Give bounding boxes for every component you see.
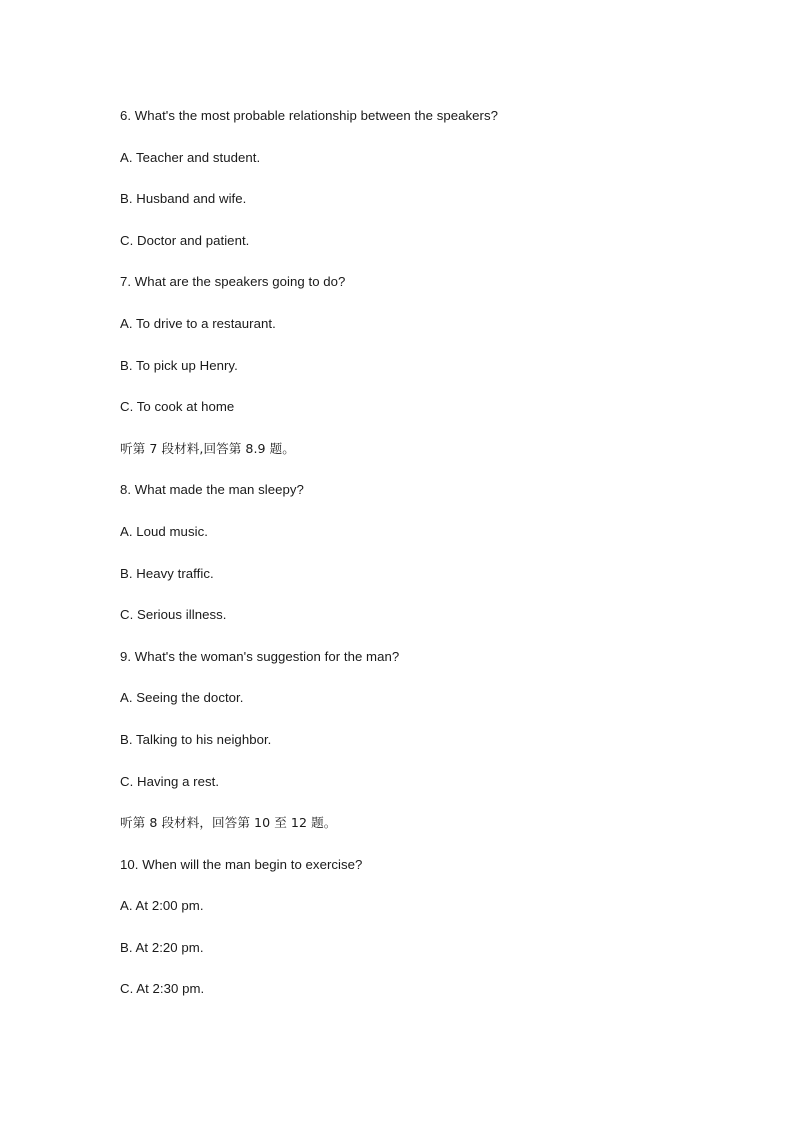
- question-7: 7. What are the speakers going to do?: [120, 274, 346, 290]
- question-9: 9. What's the woman's suggestion for the man?: [120, 648, 400, 664]
- question-8-option-a: A. Loud music.: [120, 523, 208, 539]
- question-10-option-c: C. At 2:30 pm.: [120, 981, 205, 997]
- question-9-option-a: A. Seeing the doctor.: [120, 690, 244, 706]
- question-7-option-b: B. To pick up Henry.: [120, 357, 238, 373]
- question-9-option-c: C. Having a rest.: [120, 773, 220, 789]
- question-8: 8. What made the man sleepy?: [120, 482, 304, 498]
- question-6-option-c: C. Doctor and patient.: [120, 232, 250, 248]
- question-8-option-b: B. Heavy traffic.: [120, 565, 214, 581]
- question-7-option-a: A. To drive to a restaurant.: [120, 315, 276, 331]
- question-7-option-c: C. To cook at home: [120, 399, 235, 415]
- question-9-option-b: B. Talking to his neighbor.: [120, 731, 272, 747]
- question-10-option-b: B. At 2:20 pm.: [120, 939, 204, 955]
- question-6: 6. What's the most probable relationship between the speakers?: [120, 108, 499, 123]
- document-body: [120, 106, 720, 1021]
- question-10-option-a: A. At 2:00 pm.: [120, 898, 204, 914]
- question-6-option-b: B. Husband and wife.: [120, 191, 247, 207]
- section-instruction-8: 听第 8 段材料，回答第 10 至 12 题。: [120, 815, 337, 831]
- question-10: 10. When will the man begin to exercise?: [120, 856, 363, 872]
- section-instruction-7: 听第 7 段材料,回答第 8.9 题。: [120, 440, 295, 456]
- question-8-option-c: C. Serious illness.: [120, 607, 227, 623]
- question-6-option-a: A. Teacher and student.: [120, 149, 261, 165]
